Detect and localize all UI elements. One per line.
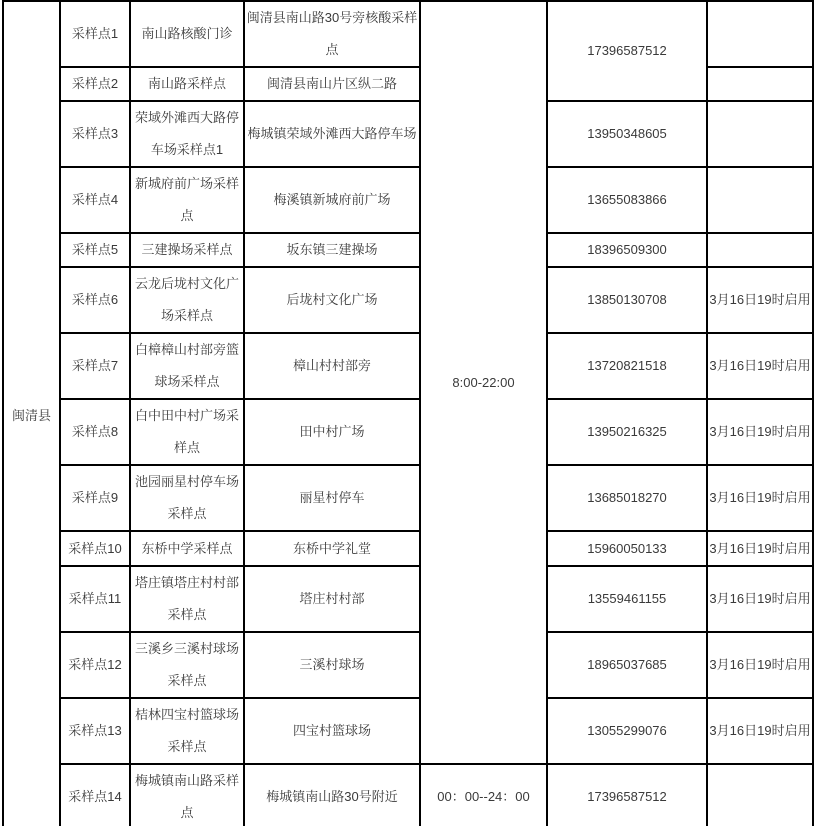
table-row — [3, 233, 813, 267]
address-cell: 塔庄村村部 — [244, 566, 420, 632]
address-cell: 三溪村球场 — [244, 632, 420, 698]
phone-cell: 13559461155 — [547, 566, 707, 632]
phone-cell: 17396587512 — [547, 764, 707, 826]
address-cell: 田中村广场 — [244, 399, 420, 465]
point-id-cell: 采样点3 — [60, 101, 130, 167]
address-cell: 梅城镇荣域外滩西大路停车场 — [244, 101, 420, 167]
activation-date-cell — [707, 764, 813, 826]
phone-cell: 18965037685 — [547, 632, 707, 698]
activation-date-cell: 3月16日19时启用 — [707, 333, 813, 399]
point-id-cell: 采样点2 — [60, 67, 130, 101]
table-row — [3, 333, 813, 399]
site-name-cell: 桔林四宝村篮球场采样点 — [130, 698, 244, 764]
activation-date-cell: 3月16日19时启用 — [707, 698, 813, 764]
table-row — [3, 101, 813, 167]
site-name-cell: 新城府前广场采样点 — [130, 167, 244, 233]
point-id-cell: 采样点4 — [60, 167, 130, 233]
table-row — [3, 632, 813, 698]
site-name-cell: 云龙后垅村文化广场采样点 — [130, 267, 244, 333]
site-name-cell: 白樟樟山村部旁篮球场采样点 — [130, 333, 244, 399]
site-name-cell: 东桥中学采样点 — [130, 531, 244, 566]
point-id-cell: 采样点8 — [60, 399, 130, 465]
activation-date-cell — [707, 67, 813, 101]
table-row — [3, 531, 813, 566]
table-row — [3, 167, 813, 233]
site-name-cell: 南山路核酸门诊 — [130, 1, 244, 67]
site-name-cell: 池园丽星村停车场采样点 — [130, 465, 244, 531]
point-id-cell: 采样点14 — [60, 764, 130, 826]
point-id-cell: 采样点9 — [60, 465, 130, 531]
phone-cell: 13685018270 — [547, 465, 707, 531]
activation-date-cell — [707, 1, 813, 67]
address-cell: 闽清县南山片区纵二路 — [244, 67, 420, 101]
activation-date-cell — [707, 101, 813, 167]
activation-date-cell: 3月16日19时启用 — [707, 632, 813, 698]
address-cell: 四宝村篮球场 — [244, 698, 420, 764]
site-name-cell: 三溪乡三溪村球场采样点 — [130, 632, 244, 698]
county-cell: 闽清县 — [3, 1, 60, 826]
phone-cell: 18396509300 — [547, 233, 707, 267]
sampling-table — [2, 0, 814, 826]
phone-cell: 13950348605 — [547, 101, 707, 167]
site-name-cell: 荣域外滩西大路停车场采样点1 — [130, 101, 244, 167]
activation-date-cell: 3月16日19时启用 — [707, 566, 813, 632]
table-row — [3, 1, 813, 67]
table-row — [3, 465, 813, 531]
point-id-cell: 采样点10 — [60, 531, 130, 566]
point-id-cell: 采样点5 — [60, 233, 130, 267]
table-row — [3, 764, 813, 826]
phone-cell: 13655083866 — [547, 167, 707, 233]
activation-date-cell — [707, 167, 813, 233]
site-name-cell: 南山路采样点 — [130, 67, 244, 101]
phone-cell: 13850130708 — [547, 267, 707, 333]
site-name-cell: 梅城镇南山路采样点 — [130, 764, 244, 826]
address-cell: 梅溪镇新城府前广场 — [244, 167, 420, 233]
point-id-cell: 采样点6 — [60, 267, 130, 333]
table-row — [3, 698, 813, 764]
activation-date-cell: 3月16日19时启用 — [707, 465, 813, 531]
point-id-cell: 采样点12 — [60, 632, 130, 698]
address-cell: 坂东镇三建操场 — [244, 233, 420, 267]
address-cell: 后垅村文化广场 — [244, 267, 420, 333]
address-cell: 樟山村村部旁 — [244, 333, 420, 399]
activation-date-cell: 3月16日19时启用 — [707, 531, 813, 566]
point-id-cell: 采样点11 — [60, 566, 130, 632]
phone-cell: 13055299076 — [547, 698, 707, 764]
activation-date-cell: 3月16日19时启用 — [707, 267, 813, 333]
phone-cell: 13950216325 — [547, 399, 707, 465]
point-id-cell: 采样点7 — [60, 333, 130, 399]
table-row — [3, 267, 813, 333]
point-id-cell: 采样点13 — [60, 698, 130, 764]
site-name-cell: 三建操场采样点 — [130, 233, 244, 267]
address-cell: 丽星村停车 — [244, 465, 420, 531]
address-cell: 梅城镇南山路30号附近 — [244, 764, 420, 826]
site-name-cell: 塔庄镇塔庄村村部采样点 — [130, 566, 244, 632]
phone-cell: 17396587512 — [547, 1, 707, 101]
address-cell: 闽清县南山路30号旁核酸采样点 — [244, 1, 420, 67]
service-hours-cell: 00：00--24：00 — [420, 764, 547, 826]
table-row — [3, 399, 813, 465]
address-cell: 东桥中学礼堂 — [244, 531, 420, 566]
phone-cell: 13720821518 — [547, 333, 707, 399]
activation-date-cell: 3月16日19时启用 — [707, 399, 813, 465]
phone-cell: 15960050133 — [547, 531, 707, 566]
site-name-cell: 白中田中村广场采样点 — [130, 399, 244, 465]
table-row — [3, 566, 813, 632]
activation-date-cell — [707, 233, 813, 267]
point-id-cell: 采样点1 — [60, 1, 130, 67]
service-hours-cell: 8:00-22:00 — [420, 1, 547, 764]
